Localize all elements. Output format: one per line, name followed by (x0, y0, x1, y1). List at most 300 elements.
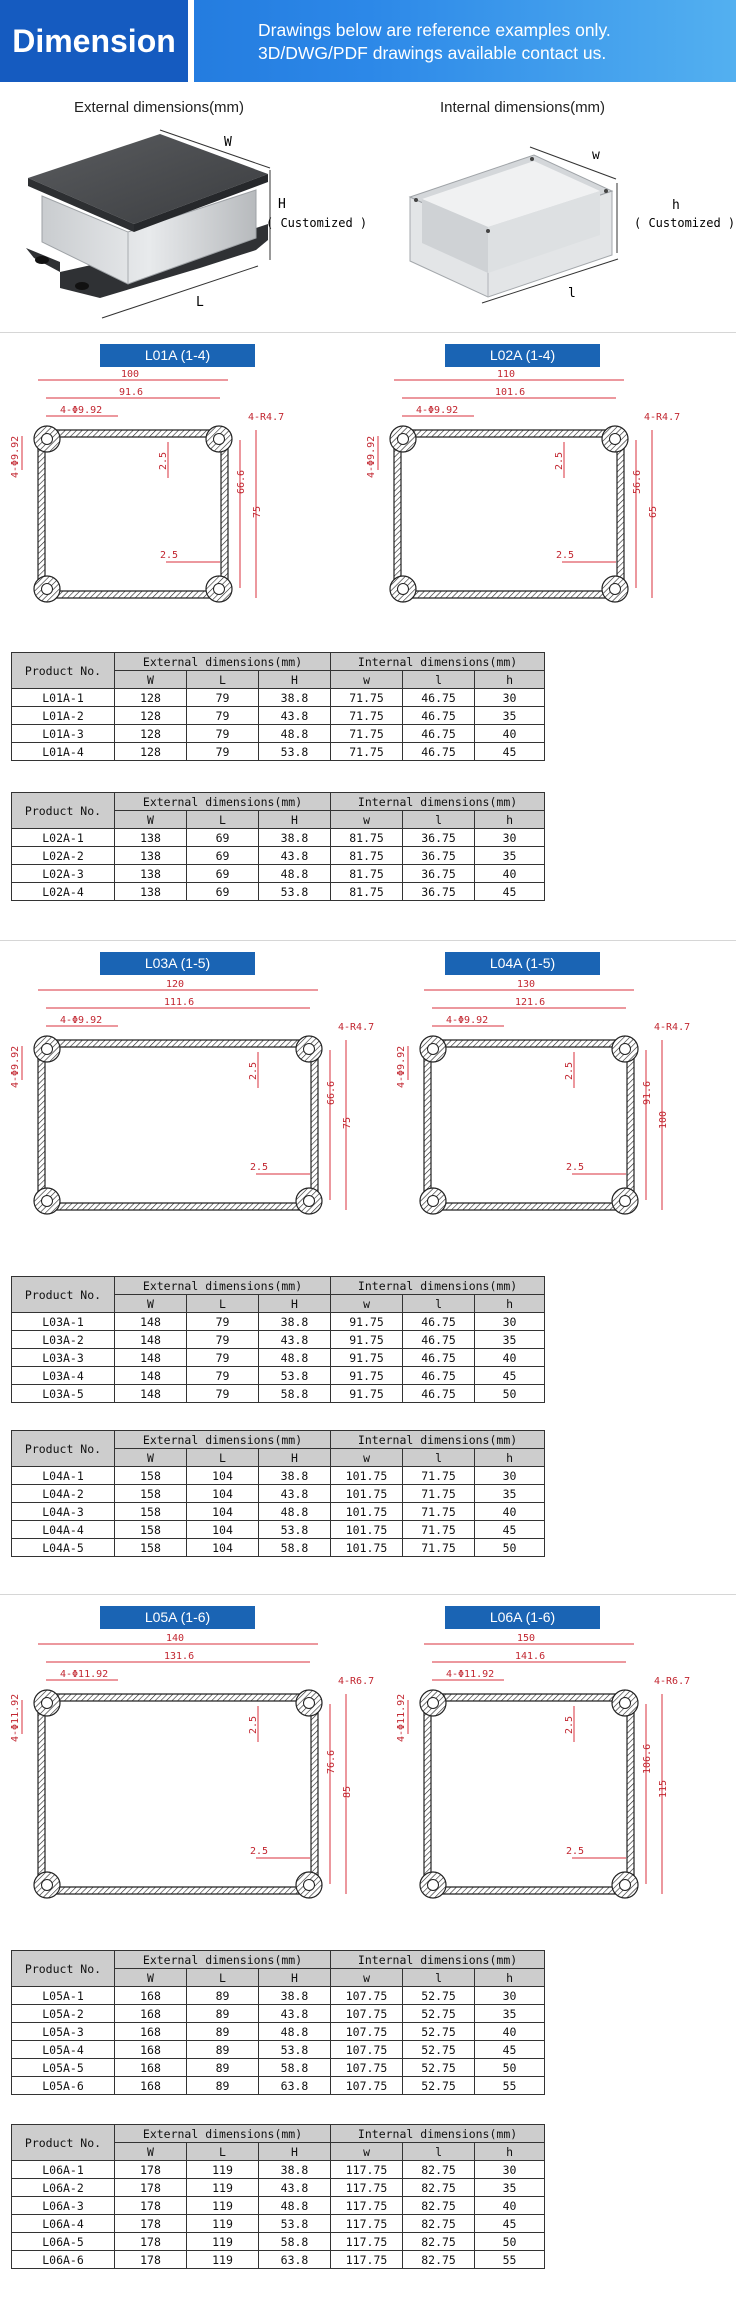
table-row (12, 2251, 545, 2269)
product-no-header: Product No. (12, 1431, 115, 1467)
spec-table-l01a (11, 652, 545, 761)
product-number-cell: L06A-4 (12, 2215, 115, 2233)
dimension-cell: 30 (475, 1987, 545, 2005)
dimension-cell: 101.75 (331, 1539, 403, 1557)
dimension-inner-label: 141.6 (515, 1651, 546, 1662)
product-number-cell: L03A-2 (12, 1331, 115, 1349)
dimension-hole-label: 4-Φ9.92 (60, 1015, 103, 1026)
dimension-side-label: 4-Φ11.92 (10, 1693, 21, 1742)
internal-caption: Internal dimensions(mm) (440, 99, 606, 116)
header-note-line2: 3D/DWG/PDF drawings available contact us. (258, 43, 607, 63)
dimension-wall-label: 2.5 (248, 1061, 259, 1080)
dimension-wall2-label: 2.5 (160, 550, 179, 561)
dimension-cell: 35 (475, 1331, 545, 1349)
dimension-cell: 104 (187, 1539, 259, 1557)
dimension-cell: 40 (475, 1349, 545, 1367)
dimension-cell: 69 (187, 865, 259, 883)
product-number-cell: L02A-3 (12, 865, 115, 883)
corner-hole (620, 1698, 631, 1709)
dimension-cell: 46.75 (403, 1331, 475, 1349)
dimension-height-inner-label: 91.6 (642, 1080, 653, 1105)
dimension-wall2-label: 2.5 (556, 550, 575, 561)
column-header: h (475, 1295, 545, 1313)
table-row (12, 707, 545, 725)
table-row (12, 2161, 545, 2179)
column-header: W (115, 811, 187, 829)
product-number-cell: L01A-2 (12, 707, 115, 725)
dimension-cell: 148 (115, 1367, 187, 1385)
dimension-cell: 101.75 (331, 1485, 403, 1503)
column-header: H (259, 1449, 331, 1467)
dimension-cell: 71.75 (403, 1521, 475, 1539)
table-row (12, 1987, 545, 2005)
header-banner (0, 0, 736, 82)
dimension-cell: 117.75 (331, 2179, 403, 2197)
dimension-radius-label: 4-R6.7 (338, 1676, 375, 1687)
dimension-cell: 69 (187, 883, 259, 901)
dimension-cell: 71.75 (403, 1485, 475, 1503)
corner-hole (42, 584, 53, 595)
dimension-outer-label: 100 (121, 369, 140, 380)
dimension-cell: 69 (187, 847, 259, 865)
dimension-cell: 91.75 (331, 1349, 403, 1367)
product-number-cell: L05A-6 (12, 2077, 115, 2095)
dimension-cell: 71.75 (331, 743, 403, 761)
dimension-cell: 101.75 (331, 1503, 403, 1521)
dimension-radius-label: 4-R4.7 (644, 412, 681, 423)
dimension-radius-label: 4-R4.7 (248, 412, 285, 423)
table-row (12, 1349, 545, 1367)
spec-table-l02a (11, 792, 545, 901)
dimension-cell: 46.75 (403, 725, 475, 743)
internal-dimensions-header: Internal dimensions(mm) (331, 1951, 545, 1969)
corner-hole (610, 584, 621, 595)
column-header: L (187, 1295, 259, 1313)
dimension-cell: 35 (475, 1485, 545, 1503)
dimension-cell: 52.75 (403, 2041, 475, 2059)
dimension-cell: 36.75 (403, 883, 475, 901)
dimension-cell: 36.75 (403, 829, 475, 847)
dimension-cell: 107.75 (331, 2077, 403, 2095)
table-row (12, 1503, 545, 1521)
dimension-cell: 48.8 (259, 2023, 331, 2041)
dimension-cell: 38.8 (259, 689, 331, 707)
dimension-cell: 46.75 (403, 743, 475, 761)
product-number-cell: L05A-4 (12, 2041, 115, 2059)
dimension-cell: 53.8 (259, 883, 331, 901)
product-number-cell: L03A-5 (12, 1385, 115, 1403)
dimension-cell: 53.8 (259, 1521, 331, 1539)
dimension-cell: 71.75 (331, 707, 403, 725)
dimension-cell: 107.75 (331, 2059, 403, 2077)
table-row (12, 2179, 545, 2197)
dimension-radius-label: 4-R4.7 (654, 1022, 691, 1033)
dimension-outer-label: 130 (517, 979, 536, 990)
column-header: W (115, 671, 187, 689)
dimension-cell: 69 (187, 829, 259, 847)
dimension-cell: 89 (187, 2005, 259, 2023)
dimension-cell: 40 (475, 865, 545, 883)
column-header: H (259, 1969, 331, 1987)
dimension-cell: 82.75 (403, 2251, 475, 2269)
dimension-cell: 40 (475, 2197, 545, 2215)
dimension-cell: 119 (187, 2161, 259, 2179)
product-no-header: Product No. (12, 653, 115, 689)
dimension-cell: 38.8 (259, 1987, 331, 2005)
spec-table-l03a (11, 1276, 545, 1403)
product-number-cell: L04A-5 (12, 1539, 115, 1557)
corner-hole (620, 1044, 631, 1055)
dimension-cell: 128 (115, 743, 187, 761)
model-label-l06a: L06A (1-6) (445, 1606, 600, 1629)
model-label-l02a: L02A (1-4) (445, 344, 600, 367)
column-header: H (259, 2143, 331, 2161)
column-header: h (475, 1969, 545, 1987)
table-row (12, 725, 545, 743)
model-label-l04a: L04A (1-5) (445, 952, 600, 975)
dimension-cell: 38.8 (259, 829, 331, 847)
dimension-cell: 148 (115, 1313, 187, 1331)
dimension-cell: 89 (187, 2041, 259, 2059)
dimension-cell: 71.75 (331, 725, 403, 743)
internal-l-label: l (568, 286, 576, 301)
dimension-hole-label: 4-Φ9.92 (416, 405, 459, 416)
product-number-cell: L03A-1 (12, 1313, 115, 1331)
dimension-cell: 58.8 (259, 2233, 331, 2251)
dimension-cell: 104 (187, 1467, 259, 1485)
dimension-cell: 168 (115, 2041, 187, 2059)
internal-dimensions-header: Internal dimensions(mm) (331, 1431, 545, 1449)
dimension-cell: 81.75 (331, 883, 403, 901)
dimension-cell: 168 (115, 2077, 187, 2095)
table-row (12, 2197, 545, 2215)
dimension-cell: 35 (475, 847, 545, 865)
dimension-cell: 43.8 (259, 1331, 331, 1349)
dimension-cell: 38.8 (259, 1313, 331, 1331)
dimension-inner-label: 111.6 (164, 997, 195, 1008)
product-number-cell: L01A-1 (12, 689, 115, 707)
spec-table-l05a (11, 1950, 545, 2095)
table-row (12, 2041, 545, 2059)
product-number-cell: L06A-5 (12, 2233, 115, 2251)
product-number-cell: L06A-3 (12, 2197, 115, 2215)
product-number-cell: L05A-3 (12, 2023, 115, 2041)
model-label-l03a: L03A (1-5) (100, 952, 255, 975)
dimension-outer-label: 120 (166, 979, 185, 990)
dimension-cell: 46.75 (403, 1349, 475, 1367)
table-row (12, 2005, 545, 2023)
table-row (12, 1485, 545, 1503)
external-dimensions-header: External dimensions(mm) (115, 1951, 331, 1969)
dimension-cell: 119 (187, 2233, 259, 2251)
dimension-cell: 104 (187, 1521, 259, 1539)
dimension-cell: 38.8 (259, 1467, 331, 1485)
dimension-cell: 43.8 (259, 2179, 331, 2197)
dimension-cell: 81.75 (331, 829, 403, 847)
product-number-cell: L04A-1 (12, 1467, 115, 1485)
header-note-line1: Drawings below are reference examples only. (258, 20, 611, 40)
corner-hole (398, 434, 409, 445)
dimension-cell: 128 (115, 707, 187, 725)
internal-dimensions-header: Internal dimensions(mm) (331, 2125, 545, 2143)
dimension-radius-label: 4-R4.7 (338, 1022, 375, 1033)
dimension-wall2-label: 2.5 (250, 1162, 269, 1173)
dimension-cell: 58.8 (259, 1385, 331, 1403)
section-divider (0, 1594, 736, 1595)
dimension-cell: 119 (187, 2251, 259, 2269)
dimension-cell: 48.8 (259, 2197, 331, 2215)
column-header: w (331, 1969, 403, 1987)
dimension-cell: 52.75 (403, 2005, 475, 2023)
dimension-cell: 30 (475, 2161, 545, 2179)
dimension-cell: 91.75 (331, 1331, 403, 1349)
dimension-cell: 158 (115, 1503, 187, 1521)
corner-hole (42, 434, 53, 445)
dimension-cell: 79 (187, 1367, 259, 1385)
model-label-l05a: L05A (1-6) (100, 1606, 255, 1629)
dimension-cell: 43.8 (259, 707, 331, 725)
section-drawing-l05a (10, 1632, 384, 1932)
dimension-cell: 79 (187, 1349, 259, 1367)
dimension-cell: 50 (475, 2233, 545, 2251)
dimension-cell: 30 (475, 1313, 545, 1331)
corner-hole (42, 1196, 53, 1207)
column-header: l (403, 671, 475, 689)
column-header: l (403, 1449, 475, 1467)
dimension-cell: 53.8 (259, 1367, 331, 1385)
dimension-cell: 101.75 (331, 1521, 403, 1539)
product-number-cell: L06A-2 (12, 2179, 115, 2197)
section-drawing-l03a (10, 978, 384, 1248)
dimension-side-label: 4-Φ9.92 (10, 435, 21, 478)
column-header: L (187, 811, 259, 829)
dimension-cell: 63.8 (259, 2077, 331, 2095)
dimension-cell: 138 (115, 829, 187, 847)
section-divider (0, 940, 736, 941)
product-number-cell: L04A-3 (12, 1503, 115, 1521)
corner-hole (610, 434, 621, 445)
section-drawing-l02a (366, 368, 690, 636)
profile-outline (424, 1040, 634, 1210)
table-row (12, 1367, 545, 1385)
internal-customized-label: ( Customized ) (634, 216, 736, 230)
dimension-cell: 79 (187, 1313, 259, 1331)
dimension-cell: 43.8 (259, 2005, 331, 2023)
dimension-wall-label: 2.5 (554, 451, 565, 470)
dimension-cell: 89 (187, 2059, 259, 2077)
dimension-outer-label: 110 (497, 369, 516, 380)
dimension-cell: 35 (475, 2179, 545, 2197)
product-number-cell: L02A-4 (12, 883, 115, 901)
corner-hole (428, 1044, 439, 1055)
dimension-cell: 55 (475, 2251, 545, 2269)
dimension-cell: 48.8 (259, 1349, 331, 1367)
column-header: w (331, 811, 403, 829)
dimension-cell: 158 (115, 1521, 187, 1539)
dimension-cell: 36.75 (403, 847, 475, 865)
product-number-cell: L02A-1 (12, 829, 115, 847)
product-number-cell: L05A-5 (12, 2059, 115, 2077)
dimension-hole-label: 4-Φ9.92 (446, 1015, 489, 1026)
dimension-height-outer-label: 75 (342, 1116, 353, 1129)
dimension-cell: 63.8 (259, 2251, 331, 2269)
dimension-cell: 48.8 (259, 1503, 331, 1521)
external-dimensions-header: External dimensions(mm) (115, 1277, 331, 1295)
dimension-height-inner-label: 66.6 (236, 469, 247, 494)
dimension-wall2-label: 2.5 (566, 1846, 585, 1857)
product-number-cell: L04A-2 (12, 1485, 115, 1503)
dimension-cell: 148 (115, 1331, 187, 1349)
dimension-cell: 107.75 (331, 2005, 403, 2023)
external-caption: External dimensions(mm) (74, 99, 245, 116)
column-header: L (187, 2143, 259, 2161)
external-box-illustration (20, 120, 368, 330)
dimension-cell: 128 (115, 689, 187, 707)
dimension-cell: 107.75 (331, 2041, 403, 2059)
dimension-side-label: 4-Φ9.92 (366, 435, 377, 478)
dimension-cell: 107.75 (331, 2023, 403, 2041)
dimension-cell: 138 (115, 865, 187, 883)
dimension-wall-label: 2.5 (564, 1715, 575, 1734)
corner-hole (428, 1880, 439, 1891)
product-number-cell: L01A-3 (12, 725, 115, 743)
dimension-cell: 45 (475, 2041, 545, 2059)
dimension-hole-label: 4-Φ11.92 (446, 1669, 495, 1680)
column-header: H (259, 1295, 331, 1313)
dimension-height-inner-label: 56.6 (632, 469, 643, 494)
profile-outline (38, 430, 228, 598)
table-row (12, 1539, 545, 1557)
corner-hole (304, 1044, 315, 1055)
internal-w-label: w (592, 148, 600, 163)
dimension-cell: 117.75 (331, 2197, 403, 2215)
corner-hole (304, 1880, 315, 1891)
dimension-cell: 30 (475, 829, 545, 847)
dimension-cell: 30 (475, 689, 545, 707)
model-label-l01a: L01A (1-4) (100, 344, 255, 367)
table-row (12, 2215, 545, 2233)
dimension-cell: 71.75 (331, 689, 403, 707)
table-row (12, 1521, 545, 1539)
dimension-side-label: 4-Φ11.92 (396, 1693, 407, 1742)
dimension-hole-label: 4-Φ11.92 (60, 1669, 109, 1680)
dimension-cell: 58.8 (259, 2059, 331, 2077)
dimension-cell: 117.75 (331, 2233, 403, 2251)
table-row (12, 2077, 545, 2095)
table-row (12, 1385, 545, 1403)
dimension-wall-label: 2.5 (248, 1715, 259, 1734)
column-header: H (259, 811, 331, 829)
section-drawing-l04a (396, 978, 700, 1248)
dimension-cell: 45 (475, 883, 545, 901)
dimension-cell: 107.75 (331, 1987, 403, 2005)
profile-outline (424, 1694, 634, 1894)
dimension-cell: 50 (475, 1385, 545, 1403)
dimension-cell: 43.8 (259, 1485, 331, 1503)
dimension-cell: 46.75 (403, 707, 475, 725)
dimension-cell: 38.8 (259, 2161, 331, 2179)
product-number-cell: L05A-2 (12, 2005, 115, 2023)
spec-table-l04a (11, 1430, 545, 1557)
column-header: w (331, 671, 403, 689)
dimension-cell: 52.75 (403, 2077, 475, 2095)
dimension-cell: 91.75 (331, 1367, 403, 1385)
product-number-cell: L03A-3 (12, 1349, 115, 1367)
dimension-wall2-label: 2.5 (250, 1846, 269, 1857)
external-h-label: H (278, 197, 286, 212)
table-row (12, 865, 545, 883)
dimension-cell: 158 (115, 1539, 187, 1557)
dimension-cell: 79 (187, 1385, 259, 1403)
dimension-cell: 35 (475, 2005, 545, 2023)
dimension-height-outer-label: 65 (648, 505, 659, 518)
dimension-cell: 71.75 (403, 1539, 475, 1557)
corner-hole (214, 434, 225, 445)
dimension-cell: 30 (475, 1467, 545, 1485)
product-number-cell: L01A-4 (12, 743, 115, 761)
dimension-cell: 178 (115, 2161, 187, 2179)
dimension-cell: 82.75 (403, 2233, 475, 2251)
dimension-cell: 35 (475, 707, 545, 725)
table-row (12, 1467, 545, 1485)
dimension-outer-label: 150 (517, 1633, 536, 1644)
dimension-cell: 119 (187, 2179, 259, 2197)
product-number-cell: L05A-1 (12, 1987, 115, 2005)
table-row (12, 847, 545, 865)
table-row (12, 1331, 545, 1349)
internal-dimensions-header: Internal dimensions(mm) (331, 653, 545, 671)
table-row (12, 1313, 545, 1331)
table-row (12, 2023, 545, 2041)
corner-hole (42, 1698, 53, 1709)
column-header: L (187, 1969, 259, 1987)
column-header: h (475, 1449, 545, 1467)
external-customized-label: ( Customized ) (266, 216, 368, 230)
dimension-cell: 82.75 (403, 2161, 475, 2179)
product-no-header: Product No. (12, 1951, 115, 1987)
dimension-cell: 50 (475, 1539, 545, 1557)
dimension-cell: 178 (115, 2197, 187, 2215)
dimension-cell: 138 (115, 883, 187, 901)
corner-hole (428, 1196, 439, 1207)
table-row (12, 829, 545, 847)
column-header: W (115, 1295, 187, 1313)
dimension-cell: 52.75 (403, 2059, 475, 2077)
product-no-header: Product No. (12, 1277, 115, 1313)
dimension-cell: 45 (475, 743, 545, 761)
page-title: Dimension (0, 0, 188, 82)
dimension-cell: 71.75 (403, 1467, 475, 1485)
column-header: l (403, 1295, 475, 1313)
corner-hole (620, 1880, 631, 1891)
dimension-cell: 40 (475, 2023, 545, 2041)
product-number-cell: L04A-4 (12, 1521, 115, 1539)
column-header: L (187, 1449, 259, 1467)
column-header: w (331, 2143, 403, 2161)
dimension-cell: 104 (187, 1503, 259, 1521)
column-header: W (115, 1969, 187, 1987)
dimension-height-inner-label: 76.6 (326, 1749, 337, 1774)
column-header: h (475, 811, 545, 829)
dimension-height-outer-label: 100 (658, 1110, 669, 1129)
external-dimensions-header: External dimensions(mm) (115, 793, 331, 811)
dimension-cell: 168 (115, 2059, 187, 2077)
dimension-cell: 89 (187, 2023, 259, 2041)
dimension-cell: 81.75 (331, 847, 403, 865)
column-header: w (331, 1449, 403, 1467)
column-header: l (403, 2143, 475, 2161)
column-header: h (475, 671, 545, 689)
